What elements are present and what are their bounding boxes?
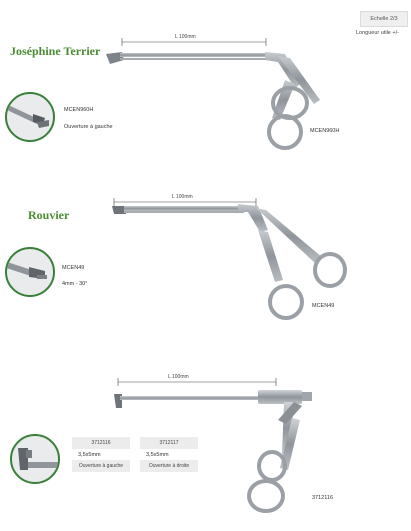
instrument-code: MCEN49 [312, 303, 335, 309]
instrument-code: 3712116 [312, 495, 334, 501]
detail-caption: Ouverture à gauche [64, 124, 113, 130]
dimension-label: L 100mm [175, 34, 196, 40]
tip-detail-image [10, 434, 60, 484]
variant-right-code: 3712117 [140, 437, 198, 449]
dimension-label: L 100mm [168, 374, 189, 380]
scale-box: Echelle 2/3 [360, 11, 408, 27]
variant-right-size: 3,5x5mm [146, 452, 169, 458]
forceps-instrument-image [108, 384, 328, 514]
detail-code: MCEN49 [62, 265, 85, 271]
useful-length-label: Longueur utile +/- [356, 30, 399, 36]
forceps-instrument-image [108, 200, 348, 330]
detail-code: MCEN960H [64, 107, 94, 113]
instrument-code: MCEN960H [310, 128, 340, 134]
brand-rouvier: Rouvier [28, 208, 70, 222]
tip-detail-image [5, 247, 55, 297]
tip-detail-image [5, 92, 55, 142]
brand-josephine-terrier: Joséphine Terrier [10, 44, 101, 58]
variant-left-code: 3712116 [72, 437, 130, 449]
variant-left-size: 3,5x5mm [78, 452, 101, 458]
detail-caption: 4mm - 30° [62, 281, 88, 287]
dimension-label: L 100mm [172, 194, 193, 200]
variant-right-caption: Ouverture à droite [140, 460, 198, 472]
variant-left-caption: Ouverture à gauche [72, 460, 130, 472]
forceps-instrument-image [100, 40, 330, 180]
